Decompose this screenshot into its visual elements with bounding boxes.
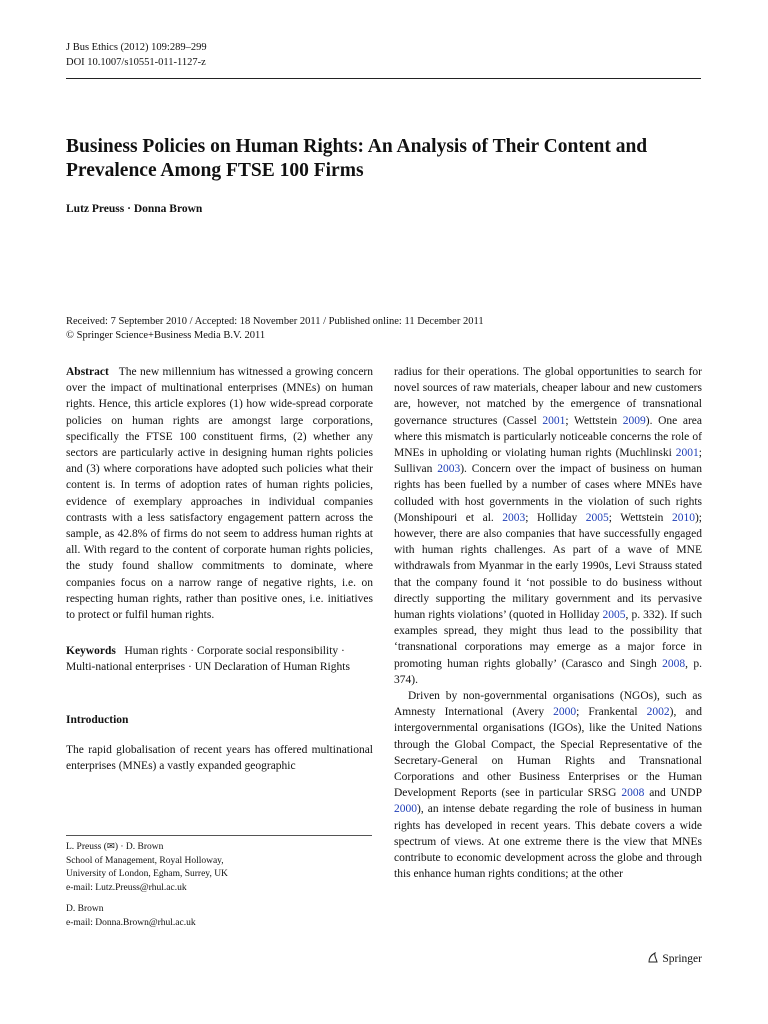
citation-year-link[interactable]: 2001: [542, 414, 566, 427]
body-paragraph-1: [394, 364, 702, 688]
affiliation-authors: [66, 841, 228, 855]
body-text: ; Holliday: [525, 511, 586, 524]
abstract-label: Abstract: [66, 366, 109, 378]
citation-year-link[interactable]: 2005: [602, 609, 626, 622]
citation-year-link[interactable]: 2008: [662, 657, 686, 670]
article-title: Business Policies on Human Rights: An Analysis of Their Content and Prevalence Among FTSE 100 Firms: [66, 136, 648, 181]
citation-year-link[interactable]: 2008: [621, 787, 645, 800]
introduction-text: The rapid globalisation of recent years has offered multinational enterprises (MNEs) a vastly expanded geographic: [66, 743, 373, 773]
citation-year-link[interactable]: 2002: [646, 706, 670, 719]
body-text: , p. 374).: [394, 657, 702, 686]
citation-year-link[interactable]: 2005: [585, 511, 609, 524]
citation-year-link[interactable]: 2003: [502, 511, 526, 524]
citation-year-link[interactable]: 2009: [622, 414, 646, 427]
abstract: [66, 364, 373, 623]
keywords-label: Keywords: [66, 645, 116, 658]
body-text: Driven by non-governmental organisations (NGOs), such as Amnesty International (Avery: [394, 690, 702, 719]
citation-year-link[interactable]: 2003: [437, 463, 461, 476]
journal-citation: J Bus Ethics (2012) 109:289–299: [66, 42, 207, 53]
article-authors: Lutz Preuss · Donna Brown: [66, 203, 203, 215]
affiliation-authors-text: L. Preuss (✉) · D. Brown: [66, 842, 164, 852]
body-text: ; Wettstein: [565, 414, 623, 427]
body-text: ), an intense debate regarding the role of business in human rights has developed in recent years. This debate covers a wide spectrum of views. At one extreme there is the view that MNEs contribute to economic development across the globe and through this enhance human rights conditions; at the other: [394, 803, 702, 881]
affiliation-email-1[interactable]: e-mail: Lutz.Preuss@rhul.ac.uk: [66, 882, 187, 893]
body-text: and UNDP: [644, 787, 702, 800]
body-text: ); however, there are also companies that have successfully engaged with human rights challenges. As part of a wave of MNE withdrawals from Myanmar in the early 1990s, Levi Strauss stated that the company found it ‘not possible to do business without directly supporting the military government and its pervasive human rights violations’ (quoted in Holliday: [394, 511, 702, 622]
introduction-heading: Introduction: [66, 713, 129, 726]
body-text: radius for their operations. The global opportunities to search for novel sources of raw materials, cheaper labour and new customers are, however, not matched by the emergence of transnational governance structures (Cassel: [394, 366, 702, 427]
article-dates: [66, 315, 484, 343]
header-rule: [66, 78, 701, 79]
body-text: ). Concern over the impact of business on human rights has been fuelled by a number of cases where MNEs have colluded with host governments in the violation of such rights (Monshipouri et al.: [394, 463, 702, 524]
body-text: ; Wettstein: [608, 511, 672, 524]
keywords: [66, 643, 373, 675]
springer-name: Springer: [662, 953, 702, 965]
springer-logo: [647, 951, 702, 967]
body-text: ), and intergovernmental organisations (IGOs), like the United Nations through the Global Compact, the Special Representative of the Secretary-General on Human Rights and Transnational Corporations and other Business Enterprises or the Human Development Reports (see in particular SRSG: [394, 706, 703, 800]
abstract-text: The new millennium has witnessed a growing concern over the impact of multinational enterprises (MNEs) on human rights. Hence, this article explores (1) how wide-spread corporate policies on human rights are amongst large corporations, specifically the FTSE 100 constituent firms, (2) whether any sectors are particularly active in designing human rights policies and (3) where corporations have adopted such policies what their content is. In terms of adoption rates of human rights policies, evidence of exemplary approaches in individual companies contrasts with a less satisfactory engagement pattern across the sample, as 42.8% of firms do not seem to address human rights at all. With regard to the content of corporate human rights policies, the study found shallow commitments to dominate, where companies focus on a narrow range of negative rights, i.e. on respecting human rights, rather than positive ones, i.e. initiatives to protect or fulfil human rights.: [66, 366, 374, 622]
body-text: ; Sullivan: [394, 447, 702, 476]
body-text: ). One area where this mismatch is particularly noticeable concerns the role of MNEs in upholding or violating human rights (Muchlinski: [394, 414, 702, 460]
affiliation-block: [66, 841, 228, 930]
citation-year-link[interactable]: 2000: [553, 706, 577, 719]
citation-year-link[interactable]: 2010: [671, 511, 695, 524]
affiliation-address-2: University of London, Egham, Surrey, UK: [66, 869, 228, 879]
body-paragraph-2: [394, 688, 702, 882]
citation-year-link[interactable]: 2000: [394, 803, 417, 816]
body-text: , p. 332). If such examples spread, they might thus lead to the possibility that ‘transnational corporations may emerge as a major force in promoting human rights globally’ (Carasco and Singh: [394, 609, 702, 670]
footnote-rule: [66, 835, 372, 836]
doi: DOI 10.1007/s10551-011-1127-z: [66, 57, 206, 68]
affiliation-address-1: School of Management, Royal Holloway,: [66, 855, 224, 866]
body-text: ; Frankental: [576, 706, 647, 719]
left-column: [66, 364, 373, 774]
citation-year-link[interactable]: 2001: [675, 447, 699, 460]
affiliation-author-2: D. Brown: [66, 904, 104, 914]
springer-logo-icon: [647, 951, 659, 967]
keywords-text: Human rights · Corporate social responsibility · Multi-national enterprises · UN Declaration of Human Rights: [66, 645, 350, 674]
copyright: © Springer Science+Business Media B.V. 2011: [66, 330, 266, 341]
journal-header: [66, 40, 207, 70]
affiliation-email-2[interactable]: e-mail: Donna.Brown@rhul.ac.uk: [66, 917, 196, 928]
publication-history: Received: 7 September 2010 / Accepted: 18 November 2011 / Published online: 11 December 2011: [66, 316, 484, 327]
right-column: [394, 364, 702, 883]
